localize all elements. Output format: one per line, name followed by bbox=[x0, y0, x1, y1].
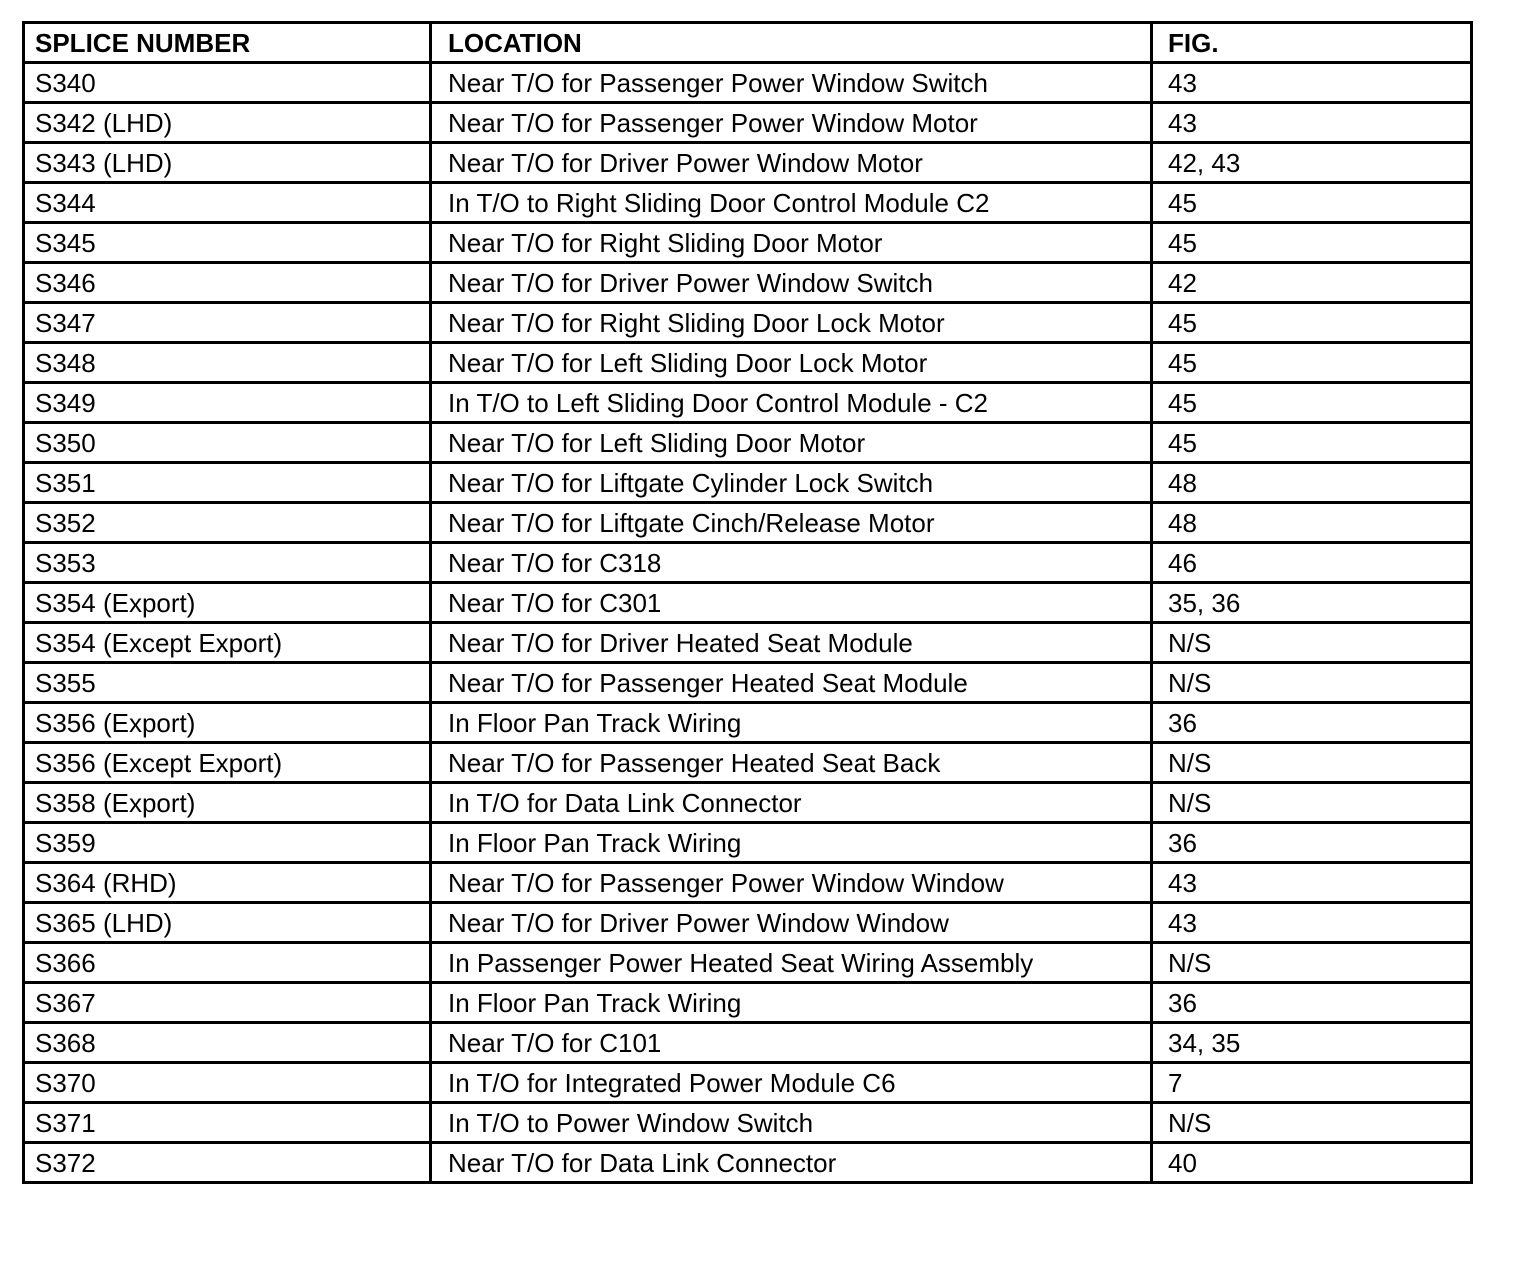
splice-number-cell: S359 bbox=[24, 823, 431, 863]
splice-number-cell: S367 bbox=[24, 983, 431, 1023]
fig-cell: N/S bbox=[1152, 1103, 1472, 1143]
table-row bbox=[24, 1063, 1472, 1103]
table-row bbox=[24, 943, 1472, 983]
splice-number-cell: S372 bbox=[24, 1143, 431, 1183]
splice-number-cell: S349 bbox=[24, 383, 431, 423]
splice-number-cell: S354 (Except Export) bbox=[24, 623, 431, 663]
table-row bbox=[24, 383, 1472, 423]
splice-number-cell: S345 bbox=[24, 223, 431, 263]
splice-number-cell: S351 bbox=[24, 463, 431, 503]
table-row bbox=[24, 783, 1472, 823]
fig-cell: 45 bbox=[1152, 343, 1472, 383]
location-cell: Near T/O for C301 bbox=[431, 583, 1152, 623]
location-cell: In Passenger Power Heated Seat Wiring Assembly bbox=[431, 943, 1152, 983]
table-row bbox=[24, 583, 1472, 623]
fig-cell: 42 bbox=[1152, 263, 1472, 303]
header-location: LOCATION bbox=[431, 23, 1152, 63]
location-cell: Near T/O for C101 bbox=[431, 1023, 1152, 1063]
fig-cell: 40 bbox=[1152, 1143, 1472, 1183]
table-row bbox=[24, 743, 1472, 783]
splice-number-cell: S366 bbox=[24, 943, 431, 983]
fig-cell: 45 bbox=[1152, 223, 1472, 263]
table-row bbox=[24, 423, 1472, 463]
table-row bbox=[24, 1103, 1472, 1143]
fig-cell: 45 bbox=[1152, 183, 1472, 223]
splice-number-cell: S344 bbox=[24, 183, 431, 223]
splice-number-cell: S353 bbox=[24, 543, 431, 583]
table-row bbox=[24, 663, 1472, 703]
location-cell: In T/O to Power Window Switch bbox=[431, 1103, 1152, 1143]
location-cell: Near T/O for Driver Power Window Window bbox=[431, 903, 1152, 943]
table-row bbox=[24, 1143, 1472, 1183]
fig-cell: N/S bbox=[1152, 943, 1472, 983]
location-cell: Near T/O for Right Sliding Door Motor bbox=[431, 223, 1152, 263]
table-row bbox=[24, 503, 1472, 543]
location-cell: In T/O to Right Sliding Door Control Module C2 bbox=[431, 183, 1152, 223]
table-row bbox=[24, 823, 1472, 863]
location-cell: In T/O for Integrated Power Module C6 bbox=[431, 1063, 1152, 1103]
location-cell: Near T/O for Left Sliding Door Lock Motor bbox=[431, 343, 1152, 383]
location-cell: Near T/O for Passenger Power Window Motor bbox=[431, 103, 1152, 143]
fig-cell: 43 bbox=[1152, 903, 1472, 943]
fig-cell: 46 bbox=[1152, 543, 1472, 583]
location-cell: Near T/O for Liftgate Cinch/Release Motor bbox=[431, 503, 1152, 543]
splice-number-cell: S354 (Export) bbox=[24, 583, 431, 623]
splice-number-cell: S356 (Export) bbox=[24, 703, 431, 743]
location-cell: Near T/O for Passenger Heated Seat Back bbox=[431, 743, 1152, 783]
location-cell: Near T/O for Liftgate Cylinder Lock Switch bbox=[431, 463, 1152, 503]
table-row bbox=[24, 263, 1472, 303]
table-row bbox=[24, 303, 1472, 343]
location-cell: Near T/O for Passenger Power Window Window bbox=[431, 863, 1152, 903]
fig-cell: N/S bbox=[1152, 783, 1472, 823]
location-cell: Near T/O for Driver Power Window Switch bbox=[431, 263, 1152, 303]
splice-number-cell: S346 bbox=[24, 263, 431, 303]
splice-number-cell: S342 (LHD) bbox=[24, 103, 431, 143]
header-splice-number: SPLICE NUMBER bbox=[24, 23, 431, 63]
location-cell: In T/O to Left Sliding Door Control Module - C2 bbox=[431, 383, 1152, 423]
location-cell: Near T/O for Left Sliding Door Motor bbox=[431, 423, 1152, 463]
fig-cell: 36 bbox=[1152, 703, 1472, 743]
fig-cell: 43 bbox=[1152, 863, 1472, 903]
table-row bbox=[24, 103, 1472, 143]
fig-cell: N/S bbox=[1152, 663, 1472, 703]
location-cell: In Floor Pan Track Wiring bbox=[431, 823, 1152, 863]
location-cell: Near T/O for Driver Power Window Motor bbox=[431, 143, 1152, 183]
fig-cell: 34, 35 bbox=[1152, 1023, 1472, 1063]
location-cell: Near T/O for Data Link Connector bbox=[431, 1143, 1152, 1183]
splice-number-cell: S371 bbox=[24, 1103, 431, 1143]
table-row bbox=[24, 863, 1472, 903]
splice-table bbox=[22, 21, 1473, 1184]
location-cell: Near T/O for C318 bbox=[431, 543, 1152, 583]
table-row bbox=[24, 463, 1472, 503]
table-row bbox=[24, 983, 1472, 1023]
fig-cell: 42, 43 bbox=[1152, 143, 1472, 183]
fig-cell: 35, 36 bbox=[1152, 583, 1472, 623]
table-row bbox=[24, 903, 1472, 943]
table-row bbox=[24, 223, 1472, 263]
location-cell: In T/O for Data Link Connector bbox=[431, 783, 1152, 823]
header-fig: FIG. bbox=[1152, 23, 1472, 63]
splice-number-cell: S356 (Except Export) bbox=[24, 743, 431, 783]
fig-cell: 43 bbox=[1152, 103, 1472, 143]
splice-number-cell: S355 bbox=[24, 663, 431, 703]
table-row bbox=[24, 1023, 1472, 1063]
table-row bbox=[24, 543, 1472, 583]
location-cell: Near T/O for Passenger Power Window Switch bbox=[431, 63, 1152, 103]
location-cell: Near T/O for Driver Heated Seat Module bbox=[431, 623, 1152, 663]
fig-cell: 45 bbox=[1152, 423, 1472, 463]
fig-cell: 7 bbox=[1152, 1063, 1472, 1103]
splice-number-cell: S368 bbox=[24, 1023, 431, 1063]
splice-number-cell: S364 (RHD) bbox=[24, 863, 431, 903]
splice-number-cell: S340 bbox=[24, 63, 431, 103]
table-row bbox=[24, 63, 1472, 103]
fig-cell: 48 bbox=[1152, 503, 1472, 543]
splice-number-cell: S350 bbox=[24, 423, 431, 463]
splice-number-cell: S358 (Export) bbox=[24, 783, 431, 823]
table-row bbox=[24, 143, 1472, 183]
header-row bbox=[24, 23, 1472, 63]
fig-cell: 36 bbox=[1152, 823, 1472, 863]
location-cell: Near T/O for Passenger Heated Seat Module bbox=[431, 663, 1152, 703]
splice-number-cell: S347 bbox=[24, 303, 431, 343]
splice-number-cell: S348 bbox=[24, 343, 431, 383]
table-row bbox=[24, 623, 1472, 663]
fig-cell: 45 bbox=[1152, 303, 1472, 343]
fig-cell: 45 bbox=[1152, 383, 1472, 423]
fig-cell: 36 bbox=[1152, 983, 1472, 1023]
table-row bbox=[24, 703, 1472, 743]
splice-number-cell: S370 bbox=[24, 1063, 431, 1103]
fig-cell: N/S bbox=[1152, 743, 1472, 783]
location-cell: In Floor Pan Track Wiring bbox=[431, 703, 1152, 743]
fig-cell: N/S bbox=[1152, 623, 1472, 663]
location-cell: Near T/O for Right Sliding Door Lock Motor bbox=[431, 303, 1152, 343]
fig-cell: 43 bbox=[1152, 63, 1472, 103]
splice-number-cell: S343 (LHD) bbox=[24, 143, 431, 183]
fig-cell: 48 bbox=[1152, 463, 1472, 503]
splice-number-cell: S352 bbox=[24, 503, 431, 543]
location-cell: In Floor Pan Track Wiring bbox=[431, 983, 1152, 1023]
table-row bbox=[24, 343, 1472, 383]
splice-number-cell: S365 (LHD) bbox=[24, 903, 431, 943]
table-row bbox=[24, 183, 1472, 223]
